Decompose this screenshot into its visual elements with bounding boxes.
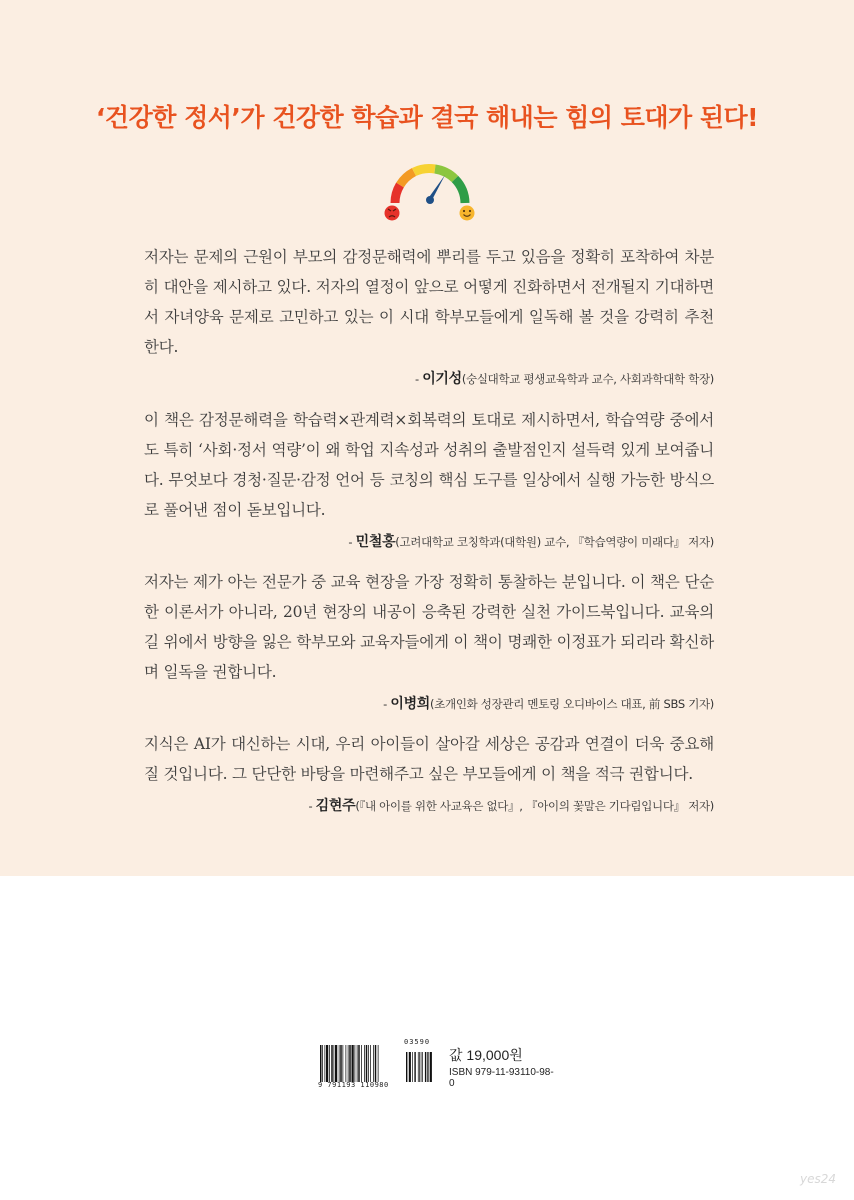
barcode-bar: [346, 1045, 347, 1082]
reviewer-name: 민철홍: [355, 534, 396, 550]
gauge-segment-lightgreen: [435, 169, 455, 179]
barcode-addon-bar: [428, 1052, 429, 1082]
review-3: [144, 567, 714, 713]
barcode-addon-bar: [422, 1052, 423, 1082]
attribution-dash: -: [414, 372, 423, 386]
barcode-bar: [339, 1045, 340, 1082]
barcode-bar: [375, 1045, 377, 1082]
barcode-bar: [373, 1045, 374, 1082]
barcode-bar: [378, 1045, 379, 1082]
angry-face-icon: [385, 206, 400, 221]
attribution-dash: -: [348, 535, 356, 549]
barcode-addon-bar: [419, 1052, 420, 1082]
barcode-area: [318, 1038, 558, 1091]
barcode-addon-bar: [409, 1052, 411, 1082]
barcode-bar: [364, 1045, 365, 1082]
barcode-bar: [348, 1045, 349, 1082]
barcode-addon-digits: 03590: [404, 1038, 431, 1046]
barcode-bar: [368, 1045, 369, 1082]
barcode-bar: [334, 1045, 335, 1082]
barcode-bar: [320, 1045, 322, 1082]
barcode-addon-bar: [412, 1052, 413, 1082]
barcode-bar: [349, 1045, 351, 1082]
emotion-gauge-icon: [383, 155, 477, 227]
reviewer-affiliation: (초개인화 성장관리 멘토링 오디바이스 대표, 前 SBS 기자): [430, 697, 714, 711]
gauge-segment-red: [395, 185, 400, 203]
barcode-bar: [352, 1045, 354, 1082]
gauge-segment-orange: [400, 172, 414, 185]
barcode-bar: [331, 1045, 333, 1082]
barcode-addon-bar: [418, 1052, 419, 1082]
review-text: 이 책은 감정문해력을 학습력×관계력×회복력의 토대로 제시하면서, 학습역량 중에서도 특히 ‘사회·정서 역량’이 왜 학업 지속성과 성취의 출발점인지 설득력 있게 보여줍니다. 무엇보다 경청·질문·감정 언어 등 코칭의 핵심 도구를 일상에서 실행 가능한 방식으로 풀어낸 점이 돋보입니다.: [144, 411, 714, 519]
barcode-bar: [366, 1045, 368, 1082]
review-4: [144, 729, 714, 815]
review-attribution: [144, 795, 714, 815]
price: 값 19,000원: [449, 1047, 523, 1063]
reviewer-affiliation: (『내 아이를 위한 사교육은 없다』, 『아이의 꽃말은 기다림입니다』 저자): [355, 799, 714, 813]
review-2: [144, 405, 714, 551]
gauge-segment-green: [455, 179, 465, 203]
attribution-dash: -: [308, 799, 316, 813]
headline: ‘건강한 정서’가 건강한 학습과 결국 해내는 힘의 토대가 된다!: [95, 103, 759, 132]
review-1: [144, 242, 714, 388]
review-text: 저자는 문제의 근원이 부모의 감정문해력에 뿌리를 두고 있음을 정확히 포착하여 차분히 대안을 제시하고 있다. 저자의 열정이 앞으로 어떻게 진화하면서 전개될지 기대하면서 자녀양육 문제로 고민하고 있는 이 시대 학부모들에게 일독해 볼 것을 강력히 추천한다.: [144, 248, 714, 356]
barcode-bar: [340, 1045, 342, 1082]
isbn-number: ISBN 979-11-93110-98-0: [449, 1067, 554, 1089]
review-attribution: [144, 531, 714, 551]
barcode-bar: [370, 1045, 371, 1082]
barcode-bar: [357, 1045, 358, 1082]
barcode-bar: [343, 1045, 344, 1082]
barcode-bar: [355, 1045, 356, 1082]
reviewer-name: 이병희: [390, 696, 431, 712]
watermark: yes24: [800, 1172, 837, 1186]
reviewer-name: 이기성: [422, 371, 462, 387]
reviewer-name: 김현주: [315, 798, 356, 814]
barcode-bar: [322, 1045, 323, 1082]
barcode-addon-bar: [414, 1052, 415, 1082]
barcode-digits: 9 791193 110980: [318, 1081, 389, 1089]
review-attribution: [144, 368, 714, 388]
reviewer-affiliation: (숭실대학교 평생교육학과 교수, 사회과학대학 학장): [461, 372, 714, 386]
barcode-bar: [325, 1045, 326, 1082]
review-text: 저자는 제가 아는 전문가 중 교육 현장을 가장 정확히 통찰하는 분입니다. 이 책은 단순한 이론서가 아니라, 20년 현장의 내공이 응축된 강력한 실천 가이드북입니다. 교육의 길 위에서 방향을 잃은 학부모와 교육자들에게 이 책이 명쾌한 이정표가 되리라 확신하며 일독을 권합니다.: [144, 573, 714, 681]
barcode-addon-bar: [406, 1052, 407, 1082]
attribution-dash: -: [383, 697, 391, 711]
barcode-bar: [335, 1045, 337, 1082]
barcode-addon-bar: [421, 1052, 422, 1082]
barcode-bar: [358, 1045, 360, 1082]
gauge-segment-yellow: [414, 169, 435, 172]
happy-face-icon: [460, 206, 475, 221]
review-attribution: [144, 693, 714, 713]
barcode-addon-bar: [427, 1052, 428, 1082]
reviewer-affiliation: (고려대학교 코칭학과(대학원) 교수, 『학습역량이 미래다』 저자): [395, 535, 714, 549]
barcode-addon-bar: [425, 1052, 426, 1082]
barcode-bar: [329, 1045, 330, 1082]
barcode-bar: [361, 1045, 362, 1082]
barcode-addon-bar: [430, 1052, 432, 1082]
barcode-bar: [326, 1045, 328, 1082]
review-text: 지식은 AI가 대신하는 시대, 우리 아이들이 살아갈 세상은 공감과 연결이 더욱 중요해질 것입니다. 그 단단한 바탕을 마련해주고 싶은 부모들에게 이 책을 적극 권합니다.: [144, 735, 714, 783]
